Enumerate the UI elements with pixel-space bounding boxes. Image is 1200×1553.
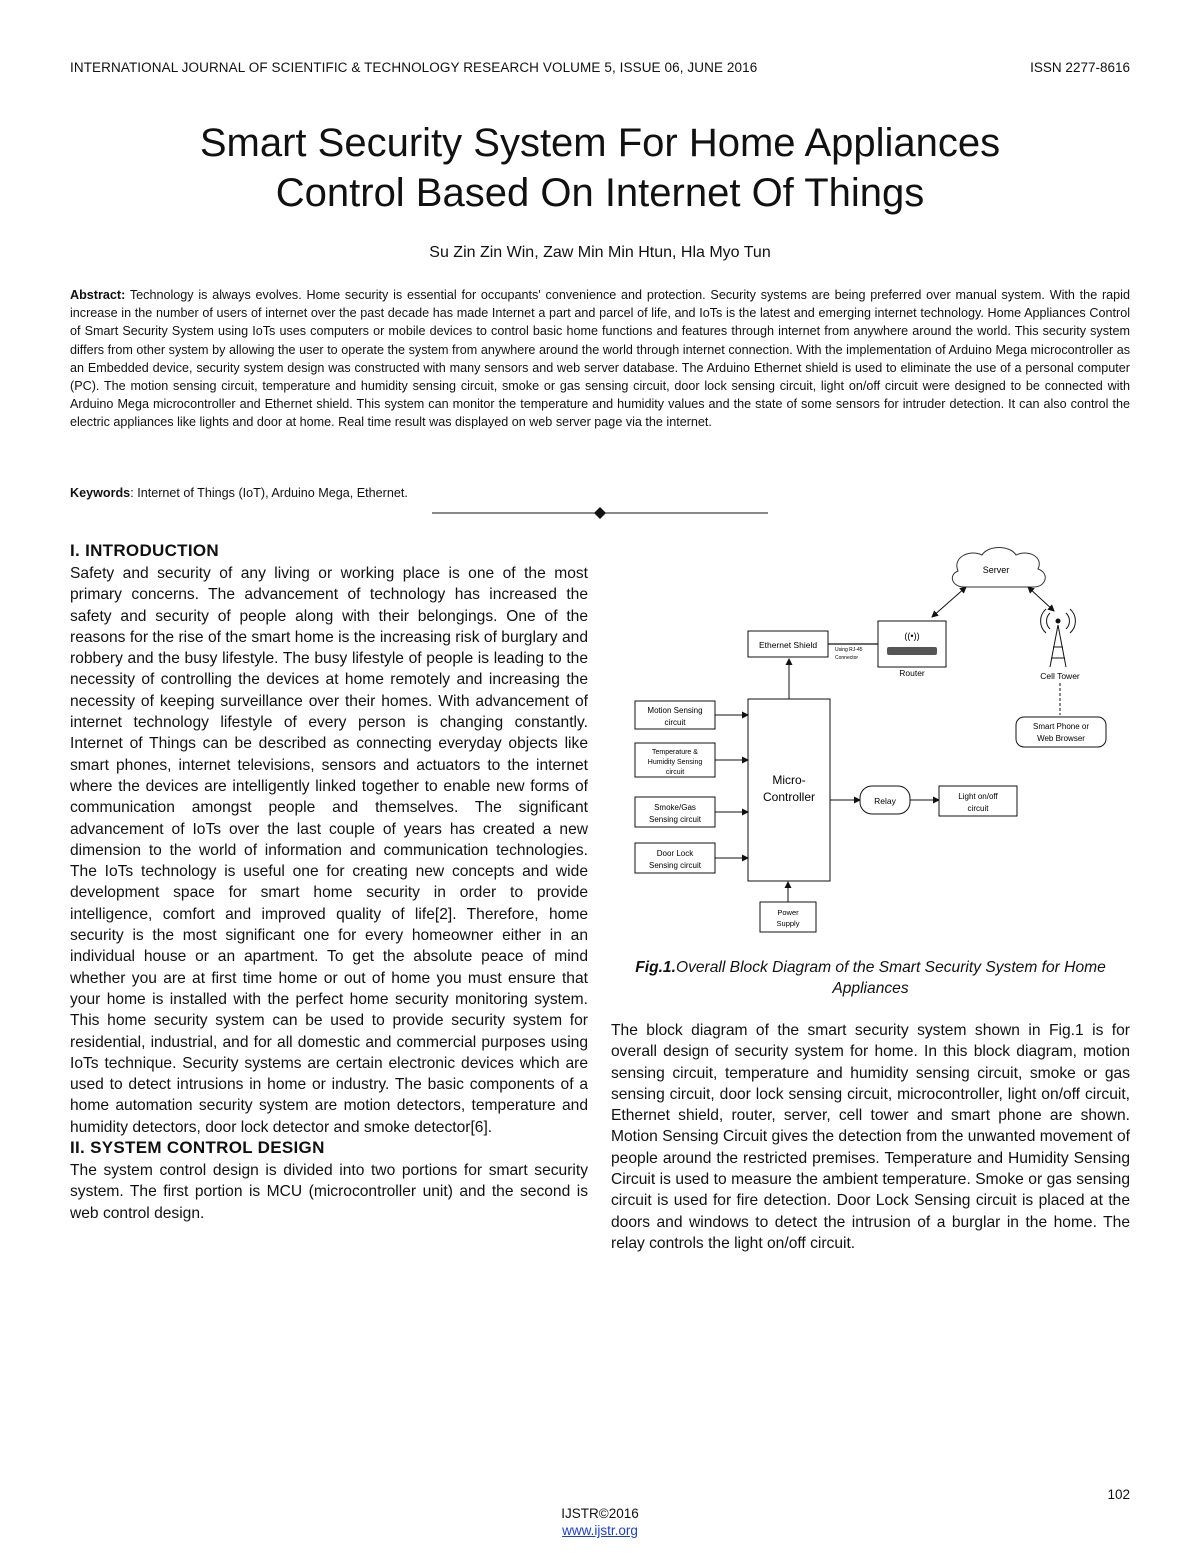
section-2-text: The system control design is divided into two portions for smart security system. The first portion is MCU (microcontroller unit) and the second is web control design. <box>70 1162 588 1222</box>
ethernet-shield-label: Ethernet Shield <box>758 640 818 650</box>
light-label-1: Light on/off <box>958 792 998 801</box>
smoke-label-1: Smoke/Gas <box>654 803 696 812</box>
smartphone-label-1: Smart Phone or <box>1032 722 1090 731</box>
smoke-label-2: Sensing circuit <box>648 815 702 824</box>
left-column <box>70 541 588 1224</box>
door-label-1: Door Lock <box>656 849 694 858</box>
svg-text:((•)): ((•)) <box>904 631 920 641</box>
right-column <box>611 1020 1130 1254</box>
footer-copyright: IJSTR©2016 <box>561 1506 639 1521</box>
motion-label-1: Motion Sensing <box>647 706 703 715</box>
cell-tower-icon <box>1041 609 1076 667</box>
footer-link[interactable]: www.ijstr.org <box>562 1523 638 1538</box>
temp-label-3: circuit <box>665 769 685 776</box>
figure-caption <box>611 957 1130 999</box>
issn: ISSN 2277-8616 <box>1030 60 1130 75</box>
caption-text: Overall Block Diagram of the Smart Security System for Home Appliances <box>675 959 1106 997</box>
section-1-text: Safety and security of any living or working place is one of the most primary concerns. The advancement of technology has increased the safety and security of people along with their belongings. One of the reasons for the rise of the smart home is the increasing risk of burglary and robbery and the busy lifestyle. The busy lifestyle of people is leading to the necessity of controlling the devices at home remotely and increasing the necessity of keeping surveillance over their homes. With advancement of internet technology lifestyle of every person is changing constantly. Internet of Things can be described as connecting everyday objects like smart phones, internet televisions, sensors and actuators to the internet where the devices are intelligently linked together to enable new forms of communication amongst people and themselves. The significant advancement of IoTs over the last couple of years has created a new dimension to the world of information and communication technologies. The IoTs technology is useful one for creating new concepts and wide development space for smart home security in order to provide intelligence, comfort and improved quality of life[2]. Therefore, home security is the most significant one for every homeowner either in an individual house or an apartment. To get the absolute peace of mind whether you are at first time home or out of home you must ensure that your home is installed with the perfect home security monitoring system. This home security system can be used to provide security system for residential, industrial, and for all domestic and commercial purposes using IoTs technique. Security systems are certain electronic devices which are used to detect intrusions in home or industry. The basic components of a home automation security system are motion detectors, temperature and humidity detectors, door lock detector and smoke detector[6]. <box>70 565 588 1136</box>
temp-label-2: Humidity Sensing <box>647 759 703 766</box>
link-note-2: Connector <box>835 655 859 661</box>
router-icon <box>878 621 946 667</box>
footer <box>0 1505 1200 1539</box>
door-label-2: Sensing circuit <box>648 861 702 870</box>
power-label-1: Power <box>777 908 799 917</box>
abstract-text: Technology is always evolves. Home security is essential for occupants' convenience and protection. Security systems are being preferred over manual system. With the rapid increase in the number of users of internet over the past decade has made Internet a part and parcel of life, and IoTs is the latest and emerging internet technology. Home Appliances Control of Smart Security System using IoTs uses computers or mobile devices to control basic home functions and features through internet from anywhere around the world. This security system differs from other system by allowing the user to operate the system from anywhere around the world through internet connection. With the implementation of Arduino Mega microcontroller as an Embedded device, security system design was constructed with many sensors and web server database. The Arduino Ethernet shield is used to eliminate the use of a personal computer (PC). The motion sensing circuit, temperature and humidity sensing circuit, smoke or gas sensing circuit, door lock sensing circuit, light on/off circuit were designed to be connected with Arduino Mega microcontroller and Ethernet shield. This system can monitor the temperature and humidity values and the state of some sensors for intruder detection. It can also control the electric appliances like lights and door at home. Real time result was displayed on web server page via the internet. <box>70 288 1130 430</box>
keywords-text: : Internet of Things (IoT), Arduino Mega, Ethernet. <box>130 486 408 500</box>
router-label: Router <box>899 668 925 678</box>
right-column-text: The block diagram of the smart security system shown in Fig.1 is for overall design of security system for home. In this block diagram, motion sensing circuit, temperature and humidity sensing circuit, smoke or gas sensing circuit, door lock sensing circuit, microcontroller, light on/off circuit, Ethernet shield, router, server, cell tower and smart phone are shown. Motion Sensing Circuit gives the detection from the unwanted movement of people around the restricted premises. Temperature and Humidity Sensing Circuit is used to measure the ambient temperature. Smoke or gas sensing circuit is used for fire detection. Door Lock Sensing circuit is placed at the doors and windows to detect the intrusion of a burglar in the home. The relay controls the light on/off circuit. <box>611 1022 1130 1252</box>
title-line-2: Control Based On Internet Of Things <box>275 171 925 215</box>
cell-tower-label: Cell Tower <box>1040 671 1080 681</box>
keywords-label: Keywords <box>70 486 131 500</box>
keywords <box>70 486 1130 500</box>
section-2-title: II. SYSTEM CONTROL DESIGN <box>70 1138 325 1158</box>
relay-label: Relay <box>874 796 896 806</box>
temp-label-1: Temperature & <box>652 749 698 756</box>
section-1-title: I. INTRODUCTION <box>70 541 219 560</box>
power-label-2: Supply <box>776 919 800 928</box>
authors: Su Zin Zin Win, Zaw Min Min Htun, Hla Myo Tun <box>429 244 771 261</box>
mcu-label-2: Controller <box>762 790 816 804</box>
block-diagram <box>630 543 1130 938</box>
paper-title <box>60 118 1140 218</box>
abstract-label: Abstract: <box>70 288 126 302</box>
title-line-1: Smart Security System For Home Appliances <box>199 121 1001 165</box>
server-label: Server <box>982 565 1010 575</box>
journal-header: INTERNATIONAL JOURNAL OF SCIENTIFIC & TECHNOLOGY RESEARCH VOLUME 5, ISSUE 06, JUNE 2016 <box>70 60 758 75</box>
link-note-1: Using RJ-45 <box>835 647 863 653</box>
abstract <box>70 286 1130 432</box>
caption-label: Fig.1. <box>635 959 676 976</box>
server-cloud <box>952 548 1045 588</box>
light-label-2: circuit <box>967 804 989 813</box>
motion-label-2: circuit <box>664 718 686 727</box>
page-number: 102 <box>1107 1487 1130 1502</box>
mcu-label-1: Micro- <box>772 773 806 787</box>
section-divider <box>432 505 768 521</box>
smartphone-label-2: Web Browser <box>1037 734 1085 743</box>
